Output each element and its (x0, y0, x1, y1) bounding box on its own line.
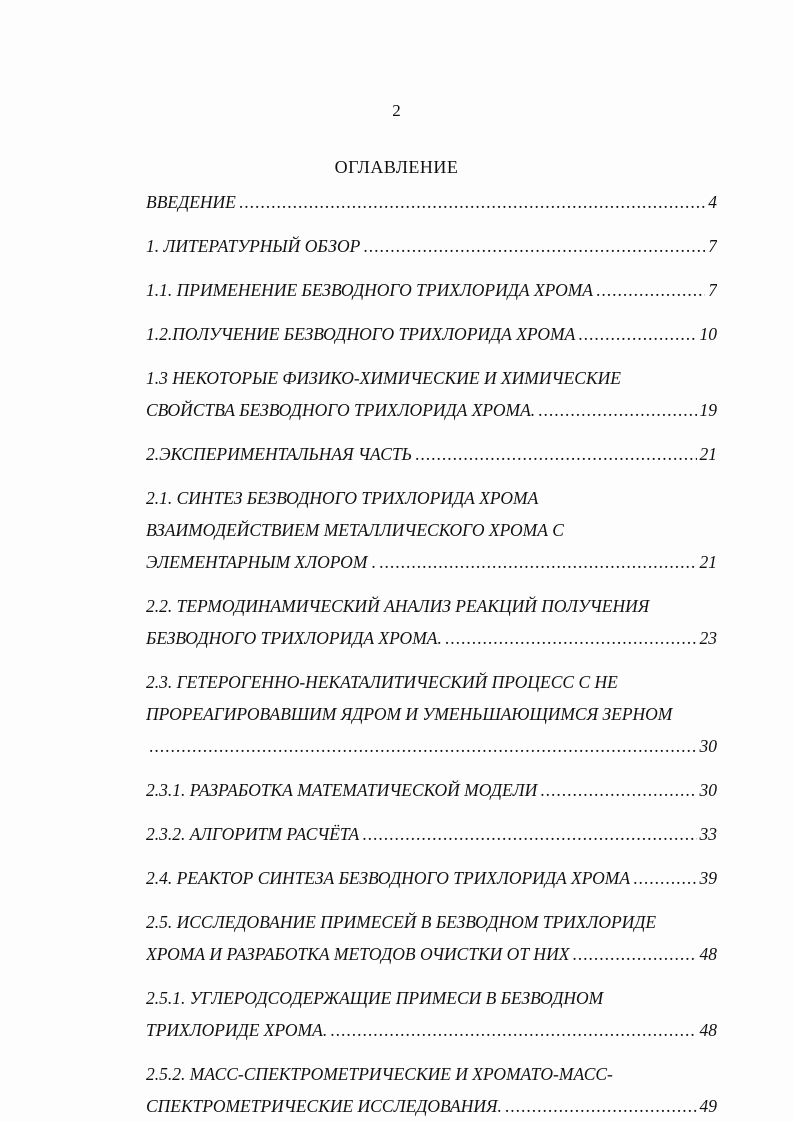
toc-entry-line (146, 982, 717, 1014)
toc-entry-title: ЭЛЕМЕНТАРНЫМ ХЛОРОМ . (146, 552, 377, 572)
toc-entry-title: 2.ЭКСПЕРИМЕНТАЛЬНАЯ ЧАСТЬ (146, 444, 413, 464)
toc-page-number: 30 (699, 780, 717, 800)
toc-entry-line (146, 730, 717, 762)
table-of-contents (146, 186, 717, 1134)
toc-entry-title: ХРОМА И РАЗРАБОТКА МЕТОДОВ ОЧИСТКИ ОТ НИХ (146, 944, 570, 964)
toc-page-number: 21 (699, 444, 717, 464)
toc-entry-title: 2.5. ИССЛЕДОВАНИЕ ПРИМЕСЕЙ В БЕЗВОДНОМ ТРИХЛОРИДЕ (146, 912, 657, 932)
dot-leader (445, 622, 697, 654)
toc-entry-line (146, 698, 717, 730)
toc-entry[interactable] (146, 666, 717, 762)
toc-entry-line (146, 862, 717, 894)
dot-leader (239, 186, 705, 218)
toc-page-number: 30 (699, 736, 717, 756)
toc-page-number: 48 (699, 944, 717, 964)
toc-entry-line (146, 362, 717, 394)
toc-entry-title: 1. ЛИТЕРАТУРНЫЙ ОБЗОР (146, 236, 361, 256)
toc-entry-line (146, 666, 717, 698)
toc-entry[interactable] (146, 906, 717, 970)
dot-leader (505, 1090, 697, 1122)
toc-entry-title: 2.5.1. УГЛЕРОДСОДЕРЖАЩИЕ ПРИМЕСИ В БЕЗВОДНОМ (146, 988, 604, 1008)
toc-entry-title: 2.3. ГЕТЕРОГЕННО-НЕКАТАЛИТИЧЕСКИЙ ПРОЦЕСС С НЕ (146, 672, 618, 692)
dot-leader (596, 274, 705, 306)
toc-entry-title: СПЕКТРОМЕТРИЧЕСКИЕ ИССЛЕДОВАНИЯ. (146, 1096, 502, 1116)
toc-entry-line (146, 774, 717, 806)
toc-entry[interactable] (146, 774, 717, 806)
dot-leader (149, 730, 697, 762)
toc-entry-line (146, 906, 717, 938)
toc-entry[interactable] (146, 982, 717, 1046)
toc-entry-line (146, 394, 717, 426)
toc-entry[interactable] (146, 318, 717, 350)
toc-entry-line (146, 274, 717, 306)
toc-entry-title: ПРОРЕАГИРОВАВШИМ ЯДРОМ И УМЕНЬШАЮЩИМСЯ ЗЕРНОМ (146, 704, 673, 724)
dot-leader (572, 938, 696, 970)
toc-page-number: 48 (699, 1020, 717, 1040)
toc-entry-line (146, 186, 717, 218)
dot-leader (633, 862, 696, 894)
toc-entry[interactable] (146, 274, 717, 306)
toc-entry-line (146, 1090, 717, 1122)
toc-page-number: 4 (708, 192, 717, 212)
toc-page-number: 23 (699, 628, 717, 648)
toc-page-number: 33 (699, 824, 717, 844)
toc-entry-title: 2.5.2. МАСС-СПЕКТРОМЕТРИЧЕСКИЕ И ХРОМАТО-МАСС- (146, 1064, 613, 1084)
toc-entry-title: 2.3.2. АЛГОРИТМ РАСЧЁТА (146, 824, 360, 844)
toc-entry-line (146, 546, 717, 578)
toc-entry[interactable] (146, 1058, 717, 1122)
toc-entry-line (146, 1058, 717, 1090)
toc-entry-line (146, 590, 717, 622)
toc-entry[interactable] (146, 590, 717, 654)
toc-entry[interactable] (146, 862, 717, 894)
dot-leader (379, 546, 696, 578)
toc-entry-line (146, 938, 717, 970)
toc-page-number: 10 (699, 324, 717, 344)
toc-entry-title: 2.3.1. РАЗРАБОТКА МАТЕМАТИЧЕСКОЙ МОДЕЛИ (146, 780, 538, 800)
page-number: 2 (392, 101, 401, 120)
toc-entry[interactable] (146, 438, 717, 470)
toc-entry-line (146, 318, 717, 350)
toc-page-number: 49 (699, 1096, 717, 1116)
toc-page-number: 7 (708, 280, 717, 300)
toc-entry[interactable] (146, 186, 717, 218)
dot-leader (540, 774, 696, 806)
toc-entry-line (146, 622, 717, 654)
dot-leader (415, 438, 696, 470)
toc-entry-title: 1.3 НЕКОТОРЫЕ ФИЗИКО-ХИМИЧЕСКИЕ И ХИМИЧЕСКИЕ (146, 368, 621, 388)
toc-entry-title: 2.2. ТЕРМОДИНАМИЧЕСКИЙ АНАЛИЗ РЕАКЦИЙ ПОЛУЧЕНИЯ (146, 596, 650, 616)
toc-entry-line (146, 230, 717, 262)
toc-page-number: 7 (708, 236, 717, 256)
toc-entry-title: 2.4. РЕАКТОР СИНТЕЗА БЕЗВОДНОГО ТРИХЛОРИДА ХРОМА (146, 868, 631, 888)
dot-leader (362, 818, 696, 850)
dot-leader (578, 318, 696, 350)
toc-entry-line (146, 482, 717, 514)
toc-page-number: 39 (699, 868, 717, 888)
toc-entry-title: ТРИХЛОРИДЕ ХРОМА. (146, 1020, 328, 1040)
toc-entry-title: ВВЕДЕНИЕ (146, 192, 236, 212)
toc-entry[interactable] (146, 362, 717, 426)
toc-page-number: 21 (699, 552, 717, 572)
toc-heading: ОГЛАВЛЕНИЕ (334, 157, 459, 177)
toc-entry[interactable] (146, 818, 717, 850)
dot-leader (330, 1014, 696, 1046)
toc-entry[interactable] (146, 482, 717, 578)
toc-entry-title: 1.2.ПОЛУЧЕНИЕ БЕЗВОДНОГО ТРИХЛОРИДА ХРОМА (146, 324, 576, 344)
toc-entry-title: СВОЙСТВА БЕЗВОДНОГО ТРИХЛОРИДА ХРОМА. (146, 400, 536, 420)
dot-leader (363, 230, 705, 262)
toc-entry-line (146, 1014, 717, 1046)
toc-entry-line (146, 818, 717, 850)
toc-entry-title: ВЗАИМОДЕЙСТВИЕМ МЕТАЛЛИЧЕСКОГО ХРОМА С (146, 520, 564, 540)
toc-entry-title: 2.1. СИНТЕЗ БЕЗВОДНОГО ТРИХЛОРИДА ХРОМА (146, 488, 539, 508)
toc-page-number: 19 (699, 400, 717, 420)
toc-entry-line (146, 438, 717, 470)
toc-entry-line (146, 514, 717, 546)
dot-leader (538, 394, 696, 426)
toc-entry-title: БЕЗВОДНОГО ТРИХЛОРИДА ХРОМА. (146, 628, 442, 648)
toc-entry[interactable] (146, 230, 717, 262)
toc-entry-title: 1.1. ПРИМЕНЕНИЕ БЕЗВОДНОГО ТРИХЛОРИДА ХРОМА (146, 280, 593, 300)
